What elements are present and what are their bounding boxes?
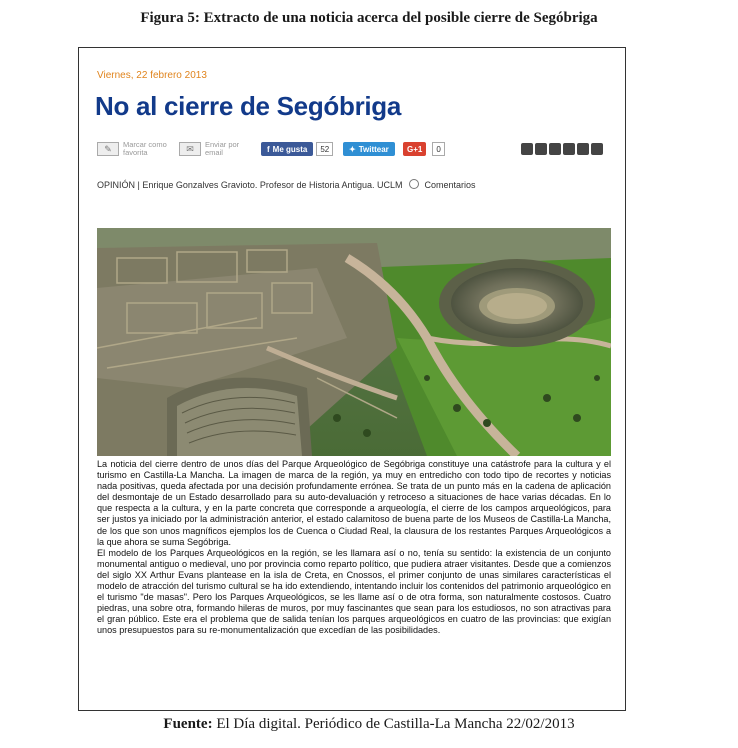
- email-action[interactable]: [179, 139, 249, 159]
- mail-icon[interactable]: [535, 143, 547, 155]
- segobriga-aerial-photo: [97, 228, 611, 456]
- twitter-bird-icon: ✦: [349, 144, 356, 154]
- tweet-label: Twittear: [358, 144, 389, 154]
- font-decrease-icon[interactable]: [549, 143, 561, 155]
- font-increase-icon[interactable]: [563, 143, 575, 155]
- favorite-action[interactable]: [97, 139, 175, 159]
- source-label: Fuente:: [163, 716, 213, 732]
- article-headline: No al cierre de Segóbriga: [95, 91, 402, 121]
- source-text: El Día digital. Periódico de Castilla-La Mancha 22/02/2013: [216, 716, 575, 732]
- prev-arrow-icon[interactable]: [577, 143, 589, 155]
- bookmark-icon: ✎: [97, 142, 119, 156]
- twitter-share[interactable]: [343, 139, 395, 159]
- article-date: Viernes, 22 febrero 2013: [97, 70, 207, 81]
- print-icon[interactable]: [521, 143, 533, 155]
- article-body: [97, 459, 611, 637]
- page-tools: [519, 139, 603, 159]
- share-toolbar: [97, 139, 611, 159]
- email-label: Enviar por email: [205, 140, 240, 157]
- news-clipping: [78, 47, 626, 711]
- like-count: 52: [316, 142, 333, 156]
- figure-source: [0, 716, 738, 733]
- facebook-icon: f: [267, 144, 270, 154]
- comment-icon[interactable]: [409, 179, 419, 189]
- like-label: Me gusta: [272, 144, 308, 154]
- figure-caption: Figura 5: Extracto de una noticia acerca del posible cierre de Segóbriga: [140, 10, 598, 26]
- next-arrow-icon[interactable]: [591, 143, 603, 155]
- byline-section: OPINIÓN: [97, 180, 136, 190]
- article-paragraph: El modelo de los Parques Arqueológicos en la región, se les llamara así o no, tenía su sentido: la existencia de un conjunto monumental antiguo o medieval, uno por provincia como reparto político, que pudiera atraer visitantes. Desde que a comienzos del siglo XX Arthur Evans plantease en la isla de Creta, en Cnossos, el primer conjunto de unas similares características el modelo de atracción del turismo cultural se ha ido extendiendo, intentando incluir los contenidos del patrimonio arqueológico en el turismo "de masas". Pero los Parques Arqueológicos, se les llame así o de otra forma, son naturalmente costosos. Cuatro piedras, una sobre otra, formando hileras de muros, por muy fascinantes que sean para los estudiosos, no son atractivas para el gran público. Este era el problema que de salida tenían los parques arqueológicos en cuatro de las provincias: que exigían unos presupuestos para su re-monumentalización que excedían de las posibilidades.: [97, 547, 611, 636]
- facebook-like-button[interactable]: [261, 142, 313, 156]
- gplus-share[interactable]: [403, 139, 445, 159]
- favorite-label: Marcar como favorita: [123, 140, 167, 157]
- article-byline: OPINIÓN | Enrique Gonzalves Gravioto. Profesor de Historia Antigua. UCLM Comentarios: [97, 180, 476, 190]
- comments-link[interactable]: Comentarios: [424, 180, 476, 190]
- article-paragraph: La noticia del cierre dentro de unos días del Parque Arqueológico de Segóbriga constituye una catástrofe para la cultura y el turismo en Castilla-La Mancha. La imagen de marca de la región, ya muy en entredicho con todo tipo de recortes y noticias nada positivas, queda afectada por una decisión profundamente errónea. Se trata de un punto más en la cadena de aplicación del desmontaje de un Estado desarrollado para su auto-devaluación y retroceso a situaciones de hace varias décadas. En lo que respecta a la cultura, y en la parte concreta que corresponde a arqueología, el cierre de los campos arqueológicos, para ser justos ya iniciado por la administración anterior, el estado calamitoso de buena parte de los Museos de Castilla-La Mancha, de los que son unos magníficos ejemplos los de Cuenca o Ciudad Real, la clausura de los restantes Parques Arqueológicos a la que ahora se suma Segóbriga.: [97, 459, 611, 547]
- envelope-icon: ✉: [179, 142, 201, 156]
- tweet-button[interactable]: [343, 142, 395, 156]
- facebook-like[interactable]: [261, 139, 333, 159]
- byline-author: Enrique Gonzalves Gravioto. Profesor de Historia Antigua. UCLM: [142, 180, 403, 190]
- gplus-count: 0: [432, 142, 444, 156]
- gplus-button[interactable]: G+1: [403, 142, 426, 156]
